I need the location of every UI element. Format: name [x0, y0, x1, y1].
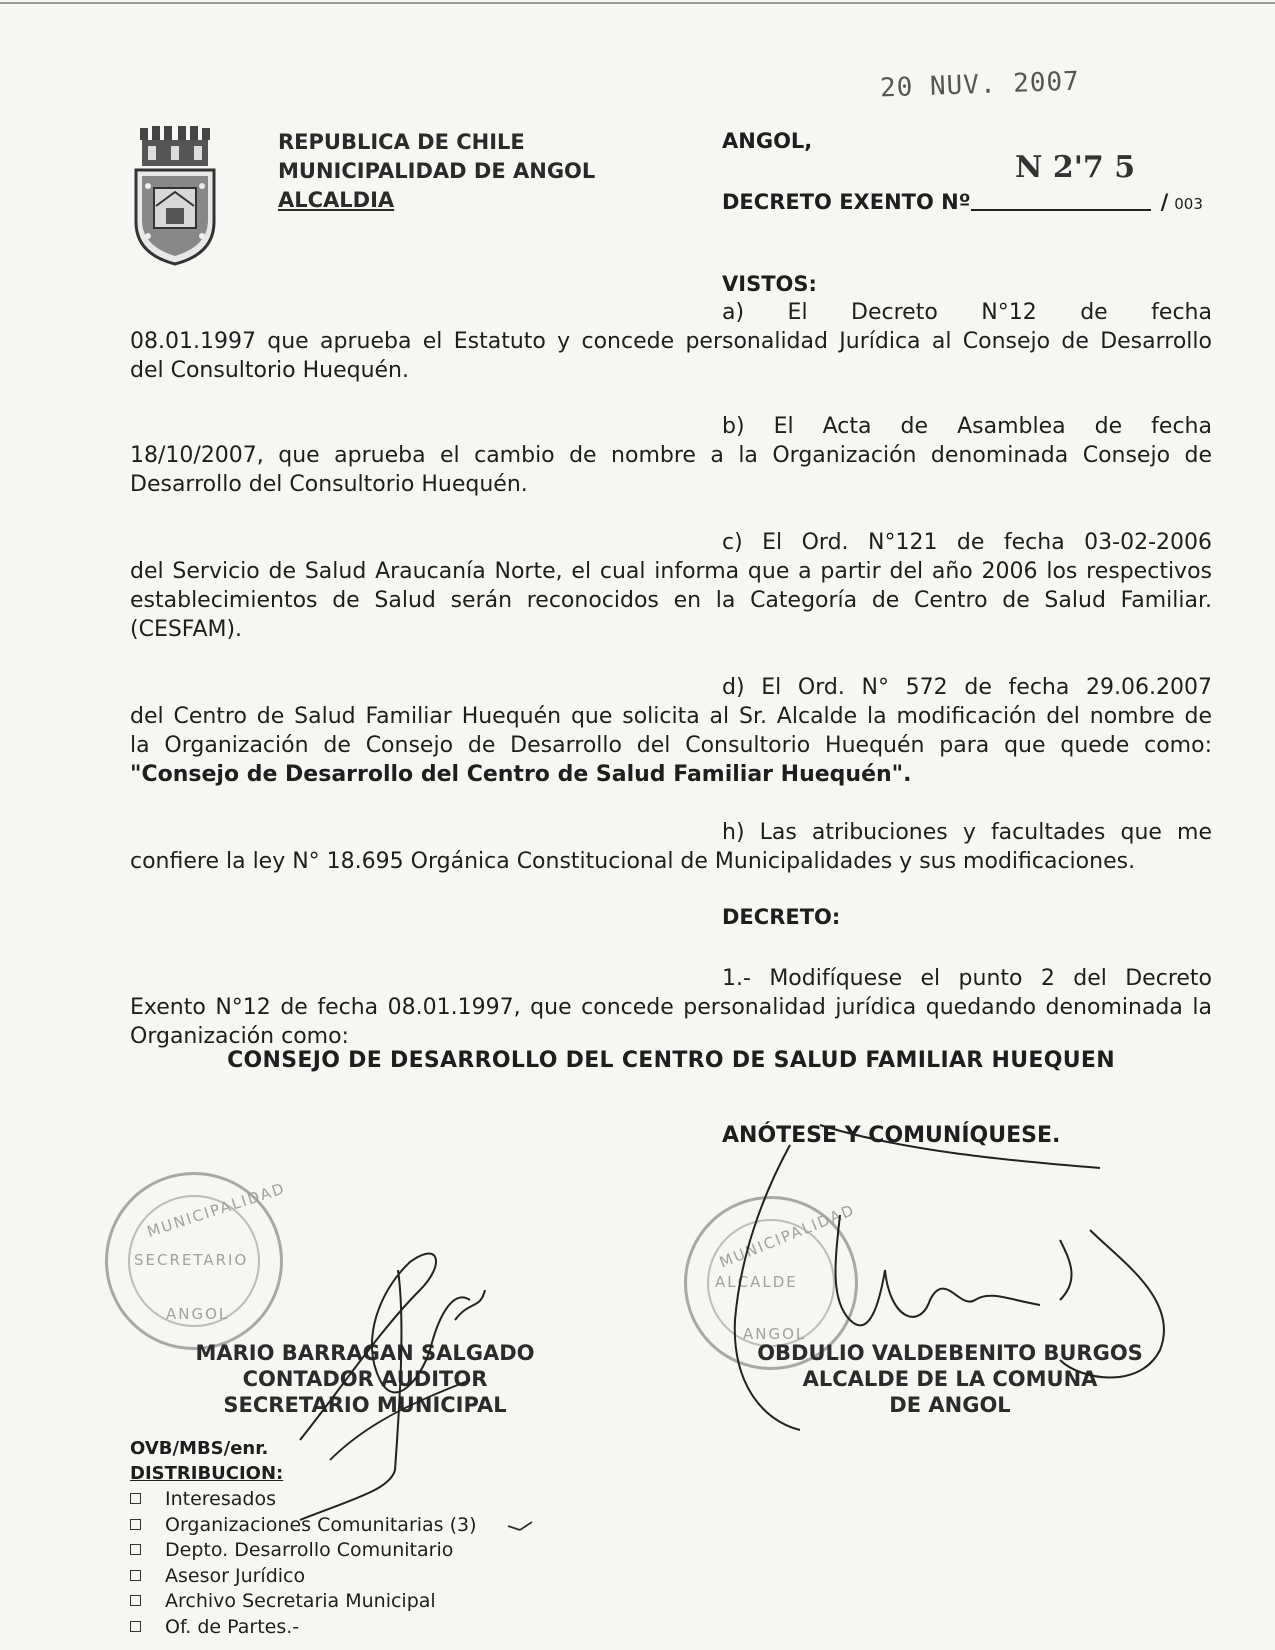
vistos-a-line2: 08.01.1997 que aprueba el Estatuto y concede personalidad Jurídica al Consejo de Desarrollo — [130, 329, 1212, 354]
checkbox-icon — [130, 1519, 141, 1530]
vistos-c-line1: c) El Ord. N°121 de fecha 03-02-2006 — [722, 530, 1212, 555]
checkbox-icon — [130, 1493, 141, 1504]
decreto-item-1 — [130, 964, 1212, 1051]
closing-text: ANÓTESE Y COMUNÍQUESE. — [722, 1123, 1061, 1148]
vistos-heading: VISTOS: — [722, 272, 817, 296]
vistos-h — [130, 818, 1212, 876]
secretary-seal-bottom-text: ANGOL — [166, 1305, 230, 1323]
footer-references — [130, 1436, 283, 1486]
checkbox-icon — [130, 1544, 141, 1555]
closing-formula — [722, 1123, 1060, 1148]
vistos-b-line3: Desarrollo del Consultorio Huequén. — [130, 472, 528, 497]
handwritten-decree-number: N 2'7 5 — [1015, 150, 1136, 185]
vistos-c — [130, 528, 1212, 644]
signatory-left-title1: CONTADOR AUDITOR — [242, 1367, 488, 1391]
secretary-seal-middle-text: SECRETARIO — [134, 1251, 249, 1269]
signatory-right — [740, 1340, 1160, 1418]
distribution-list — [130, 1487, 477, 1640]
distribution-item: Asesor Jurídico — [130, 1564, 477, 1590]
country-line: REPUBLICA DE CHILE — [278, 130, 525, 154]
vistos-c-line4: (CESFAM). — [130, 617, 243, 642]
signatory-right-name: OBDULIO VALDEBENITO BURGOS — [757, 1341, 1143, 1365]
distribution-item: Of. de Partes.- — [130, 1615, 477, 1641]
vistos-b-line1: b) El Acta de Asamblea de fecha — [722, 414, 1212, 439]
vistos-c-line3: establecimientos de Salud serán reconocidos en la Categoría de Centro de Salud Familiar. — [130, 588, 1212, 613]
distribution-item: Archivo Secretaria Municipal — [130, 1589, 477, 1615]
office-line: ALCALDIA — [278, 188, 395, 212]
checkbox-icon — [130, 1595, 141, 1606]
secretary-seal — [105, 1172, 288, 1350]
vistos-h-line1: h) Las atribuciones y facultades que me — [722, 820, 1212, 845]
decree-label: DECRETO EXENTO Nº — [722, 190, 971, 214]
municipality-line: MUNICIPALIDAD DE ANGOL — [278, 159, 596, 183]
vistos-h-line2: confiere la ley N° 18.695 Orgánica Constitucional de Municipalidades y sus modificaciones. — [130, 849, 1136, 874]
decreto-item-1-line2: Exento N°12 de fecha 08.01.1997, que concede personalidad jurídica quedando denominada la — [130, 995, 1212, 1020]
distribution-heading: DISTRIBUCION: — [130, 1463, 284, 1484]
distribution-check-mark — [508, 1522, 532, 1530]
decreto-heading: DECRETO: — [722, 905, 841, 929]
checkbox-icon — [130, 1570, 141, 1581]
place-label: ANGOL, — [722, 129, 813, 153]
signatory-left-name: MARIO BARRAGAN SALGADO — [195, 1341, 535, 1365]
scan-top-edge — [0, 2, 1275, 4]
vistos-d-line1: d) El Ord. N° 572 de fecha 29.06.2007 — [722, 675, 1212, 700]
vistos-d-line3: la Organización de Consejo de Desarrollo del Consultorio Huequén para que quede como: — [130, 733, 1212, 758]
coat-of-arms-icon — [132, 126, 218, 266]
vistos-a-line1: a) El Decreto N°12 de fecha — [722, 300, 1212, 325]
decree-number-blank — [971, 189, 1151, 211]
signatory-right-title1: ALCALDE DE LA COMUNA — [802, 1367, 1098, 1391]
new-organization-name: CONSEJO DE DESARROLLO DEL CENTRO DE SALUD FAMILIAR HUEQUEN — [227, 1048, 1115, 1073]
secretary-seal-top-text: MUNICIPALIDAD — [144, 1179, 288, 1241]
initials: OVB/MBS/enr. — [130, 1438, 269, 1459]
mayor-seal-top-text: MUNICIPALIDAD — [716, 1200, 858, 1272]
distribution-item: Organizaciones Comunitarias (3) — [130, 1513, 477, 1539]
decreto-item-1-line3: Organización como: — [130, 1024, 349, 1049]
mayor-seal-bottom-text: ANGOL — [743, 1325, 807, 1343]
decree-suffix: 003 — [1174, 195, 1203, 213]
issuer-header — [278, 128, 595, 215]
decree-slash: / — [1160, 190, 1169, 214]
vistos-a — [130, 298, 1212, 385]
signatory-right-title2: DE ANGOL — [889, 1393, 1011, 1417]
signatory-left — [150, 1340, 580, 1418]
vistos-d-line2: del Centro de Salud Familiar Huequén que solicita al Sr. Alcalde la modificación del nombre de — [130, 704, 1212, 729]
distribution-item: Depto. Desarrollo Comunitario — [130, 1538, 477, 1564]
decreto-item-1-line1: 1.- Modifíquese el punto 2 del Decreto — [722, 966, 1212, 991]
vistos-a-line3: del Consultorio Huequén. — [130, 358, 409, 383]
mayor-seal-middle-text: ALCALDE — [715, 1273, 798, 1291]
signatory-left-title2: SECRETARIO MUNICIPAL — [223, 1393, 507, 1417]
vistos-d — [130, 673, 1212, 789]
received-date-stamp: 20 NUV. 2007 — [879, 66, 1081, 104]
vistos-d-line4: "Consejo de Desarrollo del Centro de Salud Familiar Huequén". — [130, 762, 912, 787]
checkbox-icon — [130, 1621, 141, 1632]
vistos-b-line2: 18/10/2007, que aprueba el cambio de nombre a la Organización denominada Consejo de — [130, 443, 1212, 468]
distribution-item: Interesados — [130, 1487, 477, 1513]
vistos-c-line2: del Servicio de Salud Araucanía Norte, el cual informa que a partir del año 2006 los respectivos — [130, 559, 1212, 584]
decree-number-line — [722, 189, 1203, 214]
vistos-b — [130, 412, 1212, 499]
